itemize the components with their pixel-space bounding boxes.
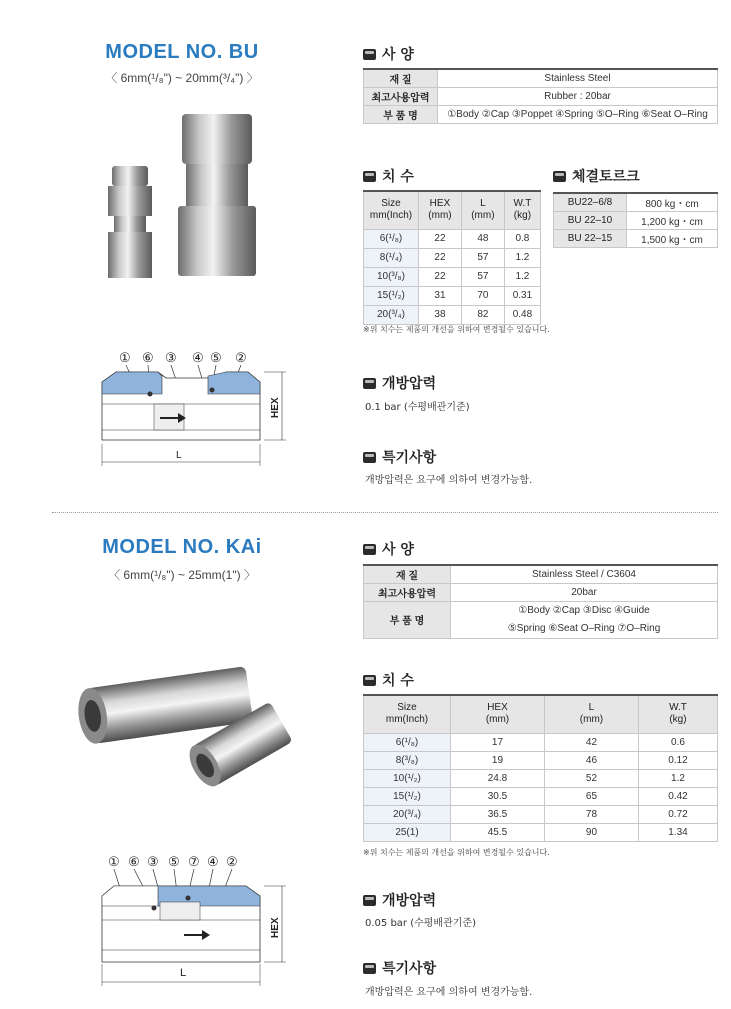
table-row: 20(³/₄) 38 82 0.48 <box>364 305 541 324</box>
bu-open-text: 0.1 bar (수평배관기준) <box>365 402 470 413</box>
kai-spec-table: 재 질 Stainless Steel / C3604 최고사용압력 20bar 부 품 명 ①Body ②Cap ③Disc ④Guide ⑤Spring ⑥Seat O–Ring ⑦O–Ring <box>363 564 718 639</box>
table-row: 25(1) 45.5 90 1.34 <box>364 823 718 841</box>
kai-callout-3: ③ <box>147 854 159 869</box>
kai-callout-2: ② <box>226 854 238 869</box>
bu-dim-heading: 치 수 <box>363 166 414 186</box>
table-row: 8(³/₈) 19 46 0.12 <box>364 751 718 769</box>
bu-torque-table <box>553 192 718 248</box>
table-row: 6(¹/₈) 17 42 0.6 <box>364 733 718 751</box>
section-bullet-icon <box>363 452 376 463</box>
bu-dim-table: Size mm(Inch) HEX (mm) L (mm) W.T (kg) 6(¹/₈) 22 48 0.8 8(¹/₄) 22 57 1.2 10(³/₈) 22 57 1.2 15(¹/₂) 31 70 0.31 20(³/₄) 38 82 0.48 <box>363 190 541 325</box>
table-row: BU 22–15 1,500 kg・cm <box>554 229 718 247</box>
section-bullet-icon <box>363 544 376 555</box>
table-row: 6(¹/₈) 22 48 0.8 <box>364 229 541 248</box>
table-row: 15(¹/₂) 31 70 0.31 <box>364 286 541 305</box>
bu-callout-1: ① <box>119 350 131 365</box>
section-bullet-icon <box>363 895 376 906</box>
bu-hex-label: HEX <box>270 397 281 418</box>
bu-torque-heading: 체결토르크 <box>553 166 640 186</box>
kai-hex-label: HEX <box>270 917 281 938</box>
kai-callout-5: ⑤ <box>168 854 180 869</box>
kai-dim-heading: 치 수 <box>363 670 414 690</box>
table-row: BU 22–10 1,200 kg・cm <box>554 211 718 229</box>
bu-dim-note: ※위 치수는 제품의 개선을 위하여 변경될수 있습니다. <box>363 325 550 334</box>
kai-dim-table: Size mm(Inch) HEX (mm) L (mm) W.T (kg) 6(¹/₈) 17 42 0.6 8(³/₈) 19 46 0.12 10(¹/₂) 24.8 52 1.2 15(¹/₂) 30.5 65 0.42 20(³/₄) 36.5 78 0.72 25(1) 45.5 90 1.34 <box>363 694 718 842</box>
section-bullet-icon <box>553 171 566 182</box>
bu-spec-heading: 사 양 <box>363 44 414 64</box>
section-bullet-icon <box>363 675 376 686</box>
section-bullet-icon <box>363 963 376 974</box>
bu-feature-heading: 특기사항 <box>363 447 436 467</box>
kai-l-label: L <box>180 967 187 979</box>
table-row: 15(¹/₂) 30.5 65 0.42 <box>364 787 718 805</box>
bu-callout-5: ⑤ <box>210 350 222 365</box>
kai-open-heading: 개방압력 <box>363 890 436 910</box>
bu-cross-section-diagram <box>96 346 296 468</box>
bu-spec-table: 재 질 Stainless Steel 최고사용압력 Rubber : 20bar 부 품 명 ①Body ②Cap ③Poppet ④Spring ⑤O–Ring ⑥Seat O–Ring <box>363 68 718 124</box>
kai-open-text: 0.05 bar (수평배관기준) <box>365 918 476 929</box>
bu-callout-4: ④ <box>192 350 204 365</box>
kai-callout-7: ⑦ <box>188 854 200 869</box>
table-row: 10(¹/₂) 24.8 52 1.2 <box>364 769 718 787</box>
bu-callout-6: ⑥ <box>142 350 154 365</box>
kai-callout-4: ④ <box>207 854 219 869</box>
kai-callout-6: ⑥ <box>128 854 140 869</box>
kai-cross-section-diagram <box>96 850 296 990</box>
section-bullet-icon <box>363 49 376 60</box>
kai-model-title: MODEL NO. KAi <box>102 536 262 558</box>
kai-product-photo <box>70 655 310 795</box>
kai-dim-note: ※위 치수는 제품의 개선을 위하여 변경될수 있습니다. <box>363 848 550 857</box>
bu-open-heading: 개방압력 <box>363 373 436 393</box>
kai-callout-1: ① <box>108 854 120 869</box>
section-divider <box>52 512 718 513</box>
kai-spec-heading: 사 양 <box>363 539 414 559</box>
bu-callout-3: ③ <box>165 350 177 365</box>
bu-product-photo <box>100 108 280 283</box>
bu-l-label: L <box>176 450 182 461</box>
table-row: BU22–6/8 800 kg・cm <box>554 193 718 211</box>
section-bullet-icon <box>363 378 376 389</box>
kai-model-range: 〈 6mm(¹/₈") ~ 25mm(1") 〉 <box>108 568 256 582</box>
bu-callout-2: ② <box>235 350 247 365</box>
bu-model-range: 〈 6mm(¹/₈") ~ 20mm(³/₄") 〉 <box>105 71 259 85</box>
bu-model-title: MODEL NO. BU <box>105 41 259 63</box>
kai-feature-heading: 특기사항 <box>363 958 436 978</box>
table-row: 10(³/₈) 22 57 1.2 <box>364 267 541 286</box>
section-bullet-icon <box>363 171 376 182</box>
table-row: 20(³/₄) 36.5 78 0.72 <box>364 805 718 823</box>
kai-feature-text: 개방압력은 요구에 의하여 변경가능함. <box>365 987 533 998</box>
table-row: 8(¹/₄) 22 57 1.2 <box>364 248 541 267</box>
bu-feature-text: 개방압력은 요구에 의하여 변경가능함. <box>365 475 533 486</box>
